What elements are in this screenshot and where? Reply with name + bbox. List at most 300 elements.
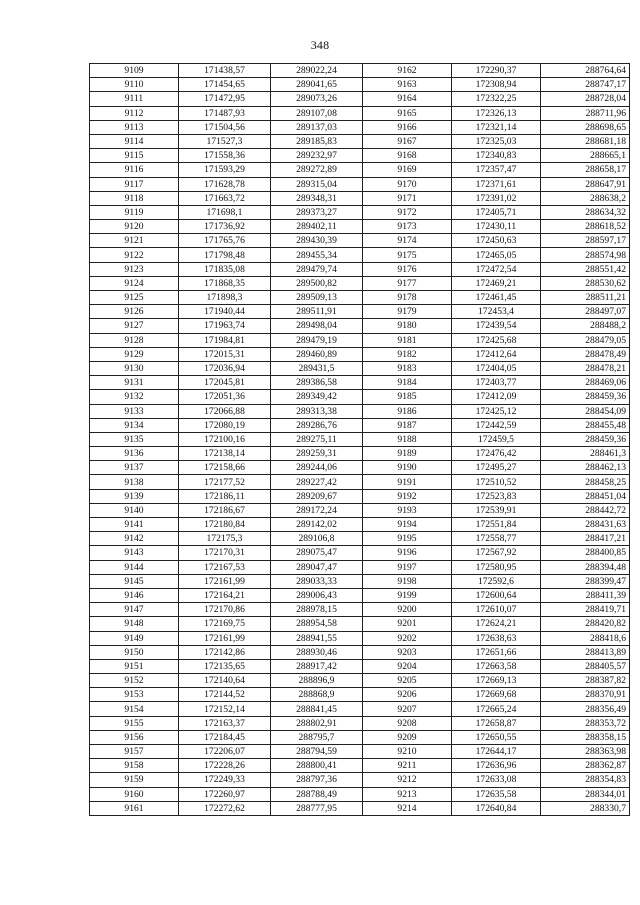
table-row: [90, 588, 630, 602]
x-coordinate-left: 172175,3: [179, 532, 271, 546]
table-row: [90, 787, 630, 801]
y-coordinate-left: 289431,5: [271, 361, 363, 375]
point-number-right: 9172: [363, 205, 452, 219]
y-coordinate-right: 288459,36: [541, 390, 630, 404]
y-coordinate-left: 289142,02: [271, 518, 363, 532]
point-number-left: 9140: [90, 503, 179, 517]
y-coordinate-right: 288451,04: [541, 489, 630, 503]
y-coordinate-left: 289349,42: [271, 390, 363, 404]
x-coordinate-left: 172260,97: [179, 787, 271, 801]
y-coordinate-right: 288462,13: [541, 461, 630, 475]
x-coordinate-right: 172539,91: [452, 503, 541, 517]
point-number-left: 9142: [90, 532, 179, 546]
x-coordinate-right: 172633,08: [452, 773, 541, 787]
table-row: [90, 177, 630, 191]
x-coordinate-left: 171736,92: [179, 220, 271, 234]
point-number-right: 9212: [363, 773, 452, 787]
table-row: [90, 518, 630, 532]
point-number-left: 9120: [90, 220, 179, 234]
x-coordinate-left: 171963,74: [179, 319, 271, 333]
x-coordinate-left: 171504,56: [179, 120, 271, 134]
table-row: [90, 560, 630, 574]
y-coordinate-left: 289430,39: [271, 234, 363, 248]
y-coordinate-left: 288930,46: [271, 645, 363, 659]
y-coordinate-right: 288469,06: [541, 376, 630, 390]
point-number-right: 9194: [363, 518, 452, 532]
x-coordinate-right: 172651,66: [452, 645, 541, 659]
x-coordinate-left: 172186,67: [179, 503, 271, 517]
y-coordinate-right: 288362,87: [541, 759, 630, 773]
x-coordinate-left: 172135,65: [179, 659, 271, 673]
x-coordinate-right: 172669,68: [452, 688, 541, 702]
x-coordinate-right: 172459,5: [452, 432, 541, 446]
x-coordinate-right: 172290,37: [452, 64, 541, 78]
x-coordinate-left: 172100,16: [179, 432, 271, 446]
y-coordinate-right: 288698,65: [541, 120, 630, 134]
table-row: [90, 659, 630, 673]
y-coordinate-right: 288344,01: [541, 787, 630, 801]
y-coordinate-left: 289373,27: [271, 205, 363, 219]
y-coordinate-right: 288330,7: [541, 801, 630, 815]
point-number-left: 9111: [90, 92, 179, 106]
y-coordinate-right: 288530,62: [541, 276, 630, 290]
point-number-right: 9190: [363, 461, 452, 475]
y-coordinate-right: 288497,07: [541, 305, 630, 319]
x-coordinate-left: 171984,81: [179, 333, 271, 347]
y-coordinate-right: 288353,72: [541, 716, 630, 730]
y-coordinate-right: 288419,71: [541, 603, 630, 617]
x-coordinate-right: 172472,54: [452, 262, 541, 276]
x-coordinate-left: 171765,76: [179, 234, 271, 248]
point-number-right: 9174: [363, 234, 452, 248]
point-number-left: 9150: [90, 645, 179, 659]
y-coordinate-left: 289315,04: [271, 177, 363, 191]
y-coordinate-right: 288405,57: [541, 659, 630, 673]
point-number-right: 9182: [363, 347, 452, 361]
table-row: [90, 631, 630, 645]
x-coordinate-left: 172144,52: [179, 688, 271, 702]
table-row: [90, 532, 630, 546]
y-coordinate-left: 289402,11: [271, 220, 363, 234]
point-number-left: 9122: [90, 248, 179, 262]
table-row: [90, 617, 630, 631]
y-coordinate-left: 289073,26: [271, 92, 363, 106]
point-number-left: 9113: [90, 120, 179, 134]
y-coordinate-left: 289033,33: [271, 574, 363, 588]
x-coordinate-left: 172158,66: [179, 461, 271, 475]
x-coordinate-left: 172177,52: [179, 475, 271, 489]
coordinates-table: [89, 63, 630, 816]
table-row: [90, 220, 630, 234]
y-coordinate-right: 288551,42: [541, 262, 630, 276]
point-number-left: 9112: [90, 106, 179, 120]
y-coordinate-right: 288618,52: [541, 220, 630, 234]
point-number-left: 9116: [90, 163, 179, 177]
y-coordinate-right: 288478,21: [541, 361, 630, 375]
table-row: [90, 773, 630, 787]
x-coordinate-left: 171558,36: [179, 149, 271, 163]
x-coordinate-right: 172308,94: [452, 78, 541, 92]
point-number-left: 9134: [90, 418, 179, 432]
x-coordinate-left: 171628,78: [179, 177, 271, 191]
point-number-left: 9151: [90, 659, 179, 673]
y-coordinate-right: 288459,36: [541, 432, 630, 446]
y-coordinate-left: 288802,91: [271, 716, 363, 730]
table-row: [90, 489, 630, 503]
y-coordinate-left: 289209,67: [271, 489, 363, 503]
point-number-right: 9189: [363, 447, 452, 461]
point-number-left: 9148: [90, 617, 179, 631]
y-coordinate-right: 288454,09: [541, 404, 630, 418]
x-coordinate-left: 172161,99: [179, 631, 271, 645]
point-number-left: 9154: [90, 702, 179, 716]
y-coordinate-left: 288777,95: [271, 801, 363, 815]
y-coordinate-left: 289172,24: [271, 503, 363, 517]
x-coordinate-right: 172636,96: [452, 759, 541, 773]
table-row: [90, 319, 630, 333]
x-coordinate-left: 172164,21: [179, 588, 271, 602]
x-coordinate-left: 172080,19: [179, 418, 271, 432]
point-number-right: 9163: [363, 78, 452, 92]
point-number-right: 9178: [363, 291, 452, 305]
y-coordinate-left: 289232,97: [271, 149, 363, 163]
x-coordinate-left: 172066,88: [179, 404, 271, 418]
y-coordinate-left: 289047,47: [271, 560, 363, 574]
point-number-right: 9176: [363, 262, 452, 276]
x-coordinate-left: 172249,33: [179, 773, 271, 787]
point-number-left: 9159: [90, 773, 179, 787]
table-row: [90, 688, 630, 702]
point-number-right: 9192: [363, 489, 452, 503]
table-row: [90, 305, 630, 319]
y-coordinate-right: 288442,72: [541, 503, 630, 517]
x-coordinate-left: 172140,64: [179, 674, 271, 688]
y-coordinate-left: 289313,38: [271, 404, 363, 418]
table-row: [90, 78, 630, 92]
y-coordinate-left: 289244,06: [271, 461, 363, 475]
x-coordinate-right: 172425,12: [452, 404, 541, 418]
table-row: [90, 759, 630, 773]
point-number-right: 9193: [363, 503, 452, 517]
y-coordinate-left: 289275,11: [271, 432, 363, 446]
x-coordinate-left: 171663,72: [179, 191, 271, 205]
y-coordinate-right: 288399,47: [541, 574, 630, 588]
point-number-left: 9155: [90, 716, 179, 730]
table-row: [90, 730, 630, 744]
x-coordinate-left: 172206,07: [179, 745, 271, 759]
table-row: [90, 716, 630, 730]
x-coordinate-right: 172412,64: [452, 347, 541, 361]
x-coordinate-right: 172610,07: [452, 603, 541, 617]
table-row: [90, 674, 630, 688]
x-coordinate-right: 172624,21: [452, 617, 541, 631]
x-coordinate-left: 171835,08: [179, 262, 271, 276]
x-coordinate-left: 172186,11: [179, 489, 271, 503]
point-number-left: 9143: [90, 546, 179, 560]
x-coordinate-right: 172658,87: [452, 716, 541, 730]
y-coordinate-right: 288665,1: [541, 149, 630, 163]
y-coordinate-left: 289106,8: [271, 532, 363, 546]
table-row: [90, 418, 630, 432]
y-coordinate-left: 289137,03: [271, 120, 363, 134]
point-number-right: 9167: [363, 134, 452, 148]
table-row: [90, 645, 630, 659]
point-number-right: 9191: [363, 475, 452, 489]
table-row: [90, 574, 630, 588]
table-row: [90, 276, 630, 290]
x-coordinate-right: 172551,84: [452, 518, 541, 532]
point-number-left: 9146: [90, 588, 179, 602]
y-coordinate-right: 288479,05: [541, 333, 630, 347]
coordinates-table-body: [90, 64, 630, 816]
point-number-right: 9198: [363, 574, 452, 588]
point-number-left: 9127: [90, 319, 179, 333]
point-number-right: 9169: [363, 163, 452, 177]
table-row: [90, 191, 630, 205]
y-coordinate-right: 288747,17: [541, 78, 630, 92]
point-number-left: 9147: [90, 603, 179, 617]
y-coordinate-left: 288797,36: [271, 773, 363, 787]
point-number-right: 9180: [363, 319, 452, 333]
point-number-right: 9209: [363, 730, 452, 744]
point-number-left: 9135: [90, 432, 179, 446]
table-row: [90, 92, 630, 106]
table-row: [90, 603, 630, 617]
point-number-left: 9125: [90, 291, 179, 305]
point-number-left: 9145: [90, 574, 179, 588]
y-coordinate-left: 289272,89: [271, 163, 363, 177]
x-coordinate-right: 172558,77: [452, 532, 541, 546]
y-coordinate-right: 288634,32: [541, 205, 630, 219]
x-coordinate-right: 172523,83: [452, 489, 541, 503]
x-coordinate-left: 172228,26: [179, 759, 271, 773]
y-coordinate-left: 289185,83: [271, 134, 363, 148]
table-row: [90, 702, 630, 716]
point-number-left: 9138: [90, 475, 179, 489]
point-number-right: 9207: [363, 702, 452, 716]
x-coordinate-right: 172465,05: [452, 248, 541, 262]
x-coordinate-left: 172152,14: [179, 702, 271, 716]
point-number-left: 9133: [90, 404, 179, 418]
point-number-right: 9203: [363, 645, 452, 659]
table-row: [90, 447, 630, 461]
x-coordinate-right: 172450,63: [452, 234, 541, 248]
y-coordinate-right: 288356,49: [541, 702, 630, 716]
point-number-left: 9121: [90, 234, 179, 248]
x-coordinate-left: 172161,99: [179, 574, 271, 588]
table-row: [90, 461, 630, 475]
point-number-right: 9162: [363, 64, 452, 78]
table-row: [90, 291, 630, 305]
point-number-left: 9130: [90, 361, 179, 375]
y-coordinate-left: 288941,55: [271, 631, 363, 645]
x-coordinate-right: 172665,24: [452, 702, 541, 716]
y-coordinate-right: 288354,83: [541, 773, 630, 787]
x-coordinate-right: 172640,84: [452, 801, 541, 815]
table-row: [90, 475, 630, 489]
y-coordinate-left: 289511,91: [271, 305, 363, 319]
y-coordinate-right: 288681,18: [541, 134, 630, 148]
x-coordinate-right: 172403,77: [452, 376, 541, 390]
x-coordinate-right: 172592,6: [452, 574, 541, 588]
point-number-left: 9161: [90, 801, 179, 815]
point-number-left: 9153: [90, 688, 179, 702]
y-coordinate-right: 288478,49: [541, 347, 630, 361]
y-coordinate-right: 288728,04: [541, 92, 630, 106]
point-number-left: 9137: [90, 461, 179, 475]
point-number-right: 9188: [363, 432, 452, 446]
x-coordinate-right: 172638,63: [452, 631, 541, 645]
table-row: [90, 106, 630, 120]
x-coordinate-right: 172567,92: [452, 546, 541, 560]
point-number-left: 9131: [90, 376, 179, 390]
point-number-right: 9183: [363, 361, 452, 375]
point-number-right: 9196: [363, 546, 452, 560]
y-coordinate-right: 288658,17: [541, 163, 630, 177]
x-coordinate-left: 171472,95: [179, 92, 271, 106]
point-number-right: 9214: [363, 801, 452, 815]
point-number-right: 9200: [363, 603, 452, 617]
y-coordinate-left: 288868,9: [271, 688, 363, 702]
y-coordinate-left: 288954,58: [271, 617, 363, 631]
x-coordinate-left: 171454,65: [179, 78, 271, 92]
table-row: [90, 234, 630, 248]
table-row: [90, 361, 630, 375]
x-coordinate-right: 172476,42: [452, 447, 541, 461]
x-coordinate-left: 172169,75: [179, 617, 271, 631]
x-coordinate-left: 171940,44: [179, 305, 271, 319]
x-coordinate-right: 172412,09: [452, 390, 541, 404]
point-number-right: 9181: [363, 333, 452, 347]
x-coordinate-right: 172357,47: [452, 163, 541, 177]
x-coordinate-right: 172442,59: [452, 418, 541, 432]
y-coordinate-right: 288358,15: [541, 730, 630, 744]
y-coordinate-left: 289006,43: [271, 588, 363, 602]
point-number-right: 9165: [363, 106, 452, 120]
point-number-right: 9168: [363, 149, 452, 163]
point-number-left: 9158: [90, 759, 179, 773]
y-coordinate-left: 289500,82: [271, 276, 363, 290]
x-coordinate-left: 172167,53: [179, 560, 271, 574]
y-coordinate-right: 288370,91: [541, 688, 630, 702]
point-number-right: 9170: [363, 177, 452, 191]
point-number-right: 9208: [363, 716, 452, 730]
y-coordinate-right: 288418,6: [541, 631, 630, 645]
table-row: [90, 120, 630, 134]
x-coordinate-left: 172045,81: [179, 376, 271, 390]
x-coordinate-left: 171438,57: [179, 64, 271, 78]
point-number-right: 9179: [363, 305, 452, 319]
point-number-right: 9173: [363, 220, 452, 234]
point-number-right: 9213: [363, 787, 452, 801]
point-number-left: 9119: [90, 205, 179, 219]
x-coordinate-left: 171898,3: [179, 291, 271, 305]
x-coordinate-right: 172322,25: [452, 92, 541, 106]
y-coordinate-left: 289479,19: [271, 333, 363, 347]
x-coordinate-left: 172036,94: [179, 361, 271, 375]
point-number-right: 9204: [363, 659, 452, 673]
point-number-left: 9149: [90, 631, 179, 645]
point-number-right: 9171: [363, 191, 452, 205]
y-coordinate-right: 288387,82: [541, 674, 630, 688]
y-coordinate-left: 288978,15: [271, 603, 363, 617]
table-row: [90, 503, 630, 517]
x-coordinate-left: 171593,29: [179, 163, 271, 177]
y-coordinate-right: 288461,3: [541, 447, 630, 461]
point-number-right: 9205: [363, 674, 452, 688]
point-number-right: 9197: [363, 560, 452, 574]
x-coordinate-left: 172015,31: [179, 347, 271, 361]
point-number-right: 9185: [363, 390, 452, 404]
y-coordinate-left: 289460,89: [271, 347, 363, 361]
y-coordinate-left: 288917,42: [271, 659, 363, 673]
x-coordinate-left: 171698,1: [179, 205, 271, 219]
x-coordinate-right: 172644,17: [452, 745, 541, 759]
table-row: [90, 64, 630, 78]
y-coordinate-right: 288420,82: [541, 617, 630, 631]
x-coordinate-right: 172663,58: [452, 659, 541, 673]
point-number-left: 9144: [90, 560, 179, 574]
y-coordinate-right: 288638,2: [541, 191, 630, 205]
y-coordinate-left: 288896,9: [271, 674, 363, 688]
table-row: [90, 149, 630, 163]
table-row: [90, 163, 630, 177]
point-number-right: 9201: [363, 617, 452, 631]
x-coordinate-left: 172051,36: [179, 390, 271, 404]
x-coordinate-left: 172138,14: [179, 447, 271, 461]
x-coordinate-right: 172669,13: [452, 674, 541, 688]
x-coordinate-right: 172326,13: [452, 106, 541, 120]
x-coordinate-right: 172461,45: [452, 291, 541, 305]
x-coordinate-left: 172170,31: [179, 546, 271, 560]
y-coordinate-left: 289386,58: [271, 376, 363, 390]
point-number-right: 9211: [363, 759, 452, 773]
point-number-right: 9202: [363, 631, 452, 645]
x-coordinate-right: 172405,71: [452, 205, 541, 219]
point-number-left: 9156: [90, 730, 179, 744]
y-coordinate-left: 289348,31: [271, 191, 363, 205]
x-coordinate-right: 172425,68: [452, 333, 541, 347]
point-number-left: 9132: [90, 390, 179, 404]
table-row: [90, 546, 630, 560]
y-coordinate-left: 289022,24: [271, 64, 363, 78]
x-coordinate-left: 172180,84: [179, 518, 271, 532]
table-row: [90, 134, 630, 148]
y-coordinate-right: 288711,96: [541, 106, 630, 120]
x-coordinate-right: 172600,64: [452, 588, 541, 602]
point-number-left: 9118: [90, 191, 179, 205]
x-coordinate-left: 171487,93: [179, 106, 271, 120]
y-coordinate-right: 288647,91: [541, 177, 630, 191]
point-number-left: 9126: [90, 305, 179, 319]
y-coordinate-right: 288511,21: [541, 291, 630, 305]
point-number-left: 9160: [90, 787, 179, 801]
x-coordinate-left: 172272,62: [179, 801, 271, 815]
point-number-right: 9164: [363, 92, 452, 106]
point-number-left: 9115: [90, 149, 179, 163]
point-number-left: 9139: [90, 489, 179, 503]
point-number-right: 9175: [363, 248, 452, 262]
point-number-left: 9141: [90, 518, 179, 532]
x-coordinate-right: 172439,54: [452, 319, 541, 333]
point-number-left: 9136: [90, 447, 179, 461]
y-coordinate-left: 289498,04: [271, 319, 363, 333]
y-coordinate-left: 288788,49: [271, 787, 363, 801]
y-coordinate-left: 288794,59: [271, 745, 363, 759]
table-row: [90, 801, 630, 815]
y-coordinate-left: 288841,45: [271, 702, 363, 716]
table-row: [90, 432, 630, 446]
